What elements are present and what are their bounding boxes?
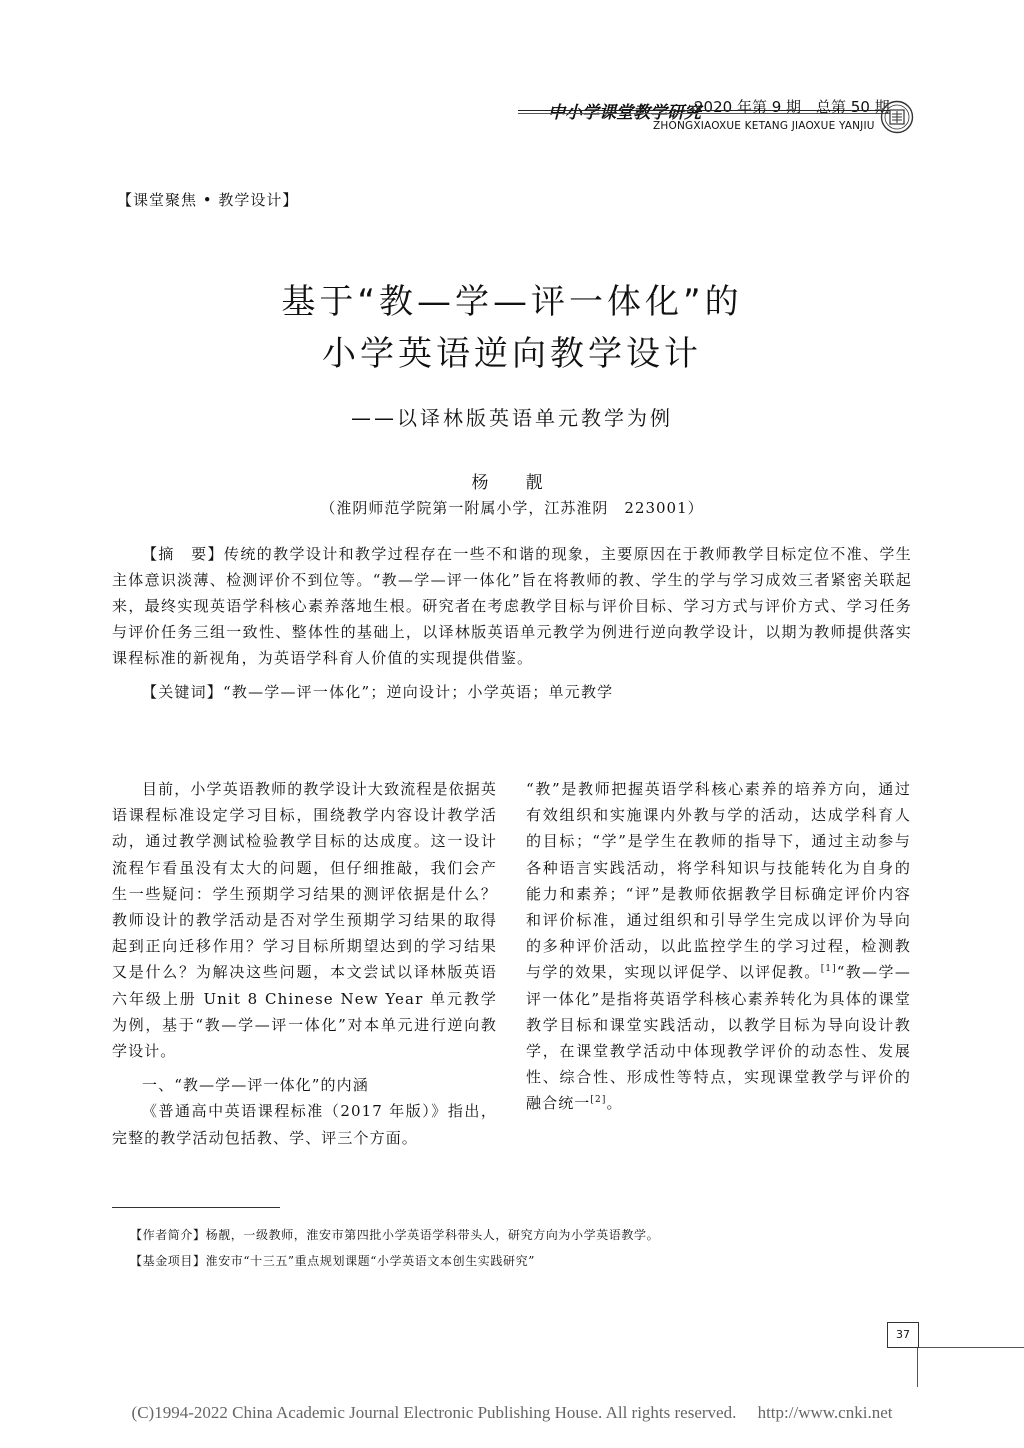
abstract-text: 【摘 要】传统的教学设计和教学过程存在一些不和谐的现象，主要原因在于教师教学目标定位不准、学生主体意识淡薄、检测评价不到位等。“教—学—评一体化”旨在将教师的教、学生的学与学习成效三者紧密关联起来，最终实现英语学科核心素养落地生根。研究者在考虑教学目标与评价目标、学习方式与评价方式、学习任务与评价任务三组一致性、整体性的基础上，以译林版英语单元教学为例进行逆向教学设计，以期为教师提供落实课程标准的新视角，为英语学科育人价值的实现提供借鉴。 [112,545,912,667]
body-column-right [526,776,911,1117]
copyright-notice: (C)1994-2022 China Academic Journal Electronic Publishing House. All rights reserved. http://www.cnki.net [131,1403,893,1422]
article-title-line2: 小学英语逆向教学设计 [322,334,702,374]
article-title-line1: 基于“教—学—评一体化”的 [281,282,743,322]
author-name: 杨 靓 [471,473,553,493]
body-text: “教”是教师把握英语学科核心素养的培养方向，通过有效组织和实施课内外教与学的活动，达成学科育人的目标；“学”是学生在教师的指导下，通过主动参与各种语言实践活动，将学科知识与技能转化为自身的能力和素养；“评”是教师依据教学目标确定评价内容和评价标准，通过组织和引导学生完成以评价为导向的多种评价活动，以此监控学生的学习过程，检测教与学的效果，实现以评促学、以评促教。 [526,780,911,982]
footnote-author-intro: 【作者简介】杨靓，一级教师，淮安市第四批小学英语学科带头人，研究方向为小学英语教学。 [130,1228,660,1242]
journal-seal-icon [880,100,914,134]
footnote-rule [112,1207,280,1208]
body-text: 。 [606,1094,623,1113]
journal-name-en: ZHONGXIAOXUE KETANG JIAOXUE YANJIU [653,120,875,132]
column-label: 【课堂聚焦 • 教学设计】 [117,191,299,209]
body-paragraph: 《普通高中英语课程标准（2017 年版）》指出，完整的教学活动包括教、学、评三个方面。 [112,1102,497,1147]
journal-issue: 2020 年第 9 期 总第 50 期 [694,98,890,116]
page-number: 37 [887,1322,919,1348]
body-paragraph [526,776,911,1117]
body-paragraph: 目前，小学英语教师的教学设计大致流程是依据英语课程标准设定学习目标，围绕教学内容设计教学活动，通过教学测试检验教学目标的达成度。这一设计流程乍看虽没有太大的问题，但仔细推敲，我们会产生一些疑问：学生预期学习结果的测评依据是什么？教师设计的教学活动是否对学生预期学习结果的取得起到正向迁移作用？学习目标所期望达到的学习结果又是什么？为解决这些问题，本文尝试以译林版英语六年级上册 Unit 8 Chinese New Year 单元教学为例，基于“教—学—评一体化”对本单元进行逆向教学设计。 [112,780,497,1061]
header-rule [518,110,890,111]
article-subtitle: ——以译林版英语单元教学为例 [351,406,673,430]
footnote-fund: 【基金项目】淮安市“十三五”重点规划课题“小学英语文本创生实践研究” [130,1254,535,1268]
reference-marker[interactable]: [2] [590,1095,607,1106]
page-corner-line [917,1347,1024,1348]
author-affiliation: （淮阴师范学院第一附属小学，江苏淮阴 223001） [320,499,704,517]
keywords: 【关键词】“教—学—评一体化”；逆向设计；小学英语；单元教学 [142,683,614,701]
journal-name-cn: 中小学课堂教学研究 [548,103,701,123]
page-corner-line [917,1347,918,1387]
section-heading: 一、“教—学—评一体化”的内涵 [142,1076,369,1095]
body-column-left [112,776,497,1151]
body-text: “教—学—评一体化”是指将英语学科核心素养转化为具体的课堂教学目标和课堂实践活动，以教学目标为导向设计教学，在课堂教学活动中体现教学评价的动态性、发展性、综合性、形成性等特点，实现课堂教学与评价的融合统一 [526,963,912,1113]
header-rule-thin [518,113,890,114]
abstract-block [112,541,912,705]
reference-marker[interactable]: [1] [820,964,837,975]
